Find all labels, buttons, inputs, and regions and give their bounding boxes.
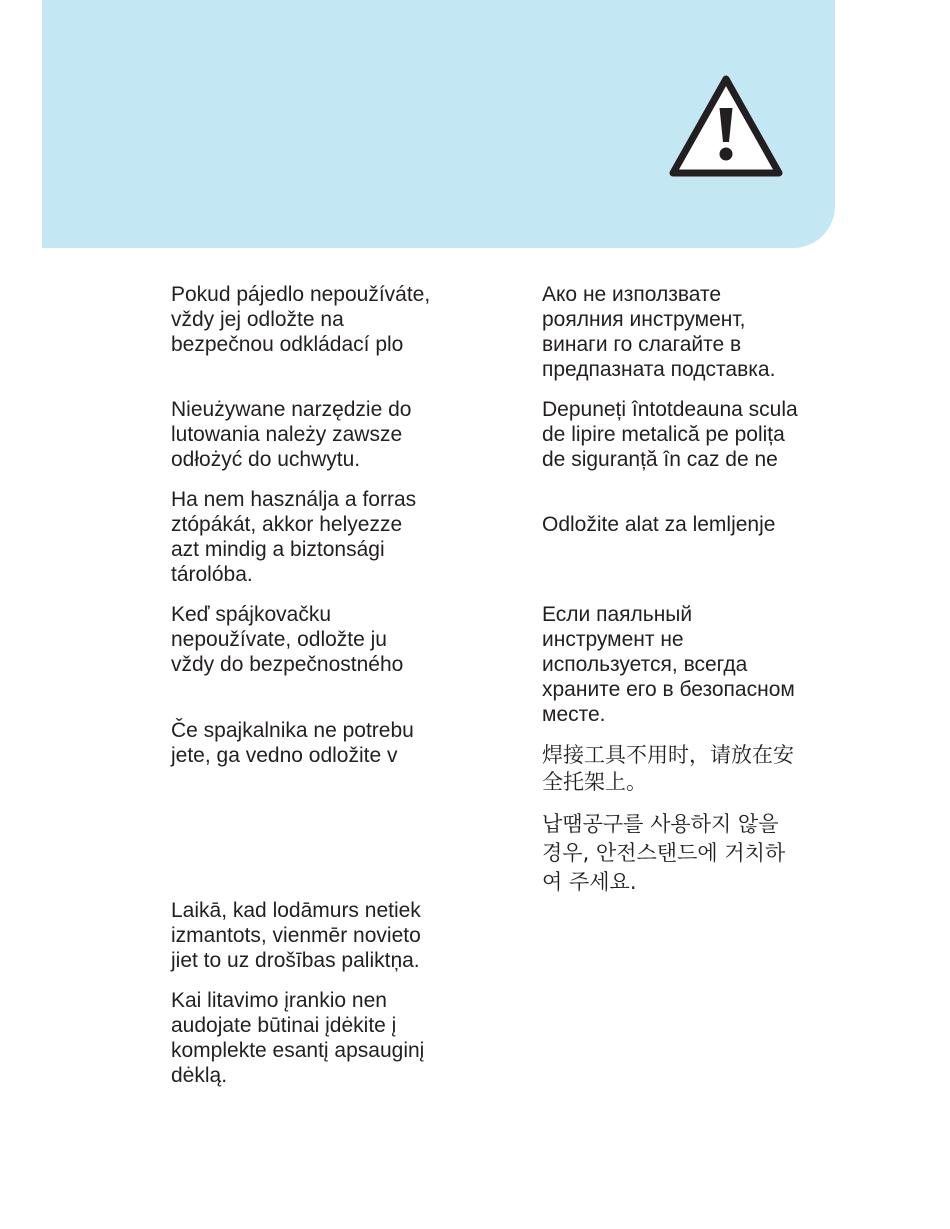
warning-triangle-icon xyxy=(668,74,784,178)
instruction-polish: Nieużywane narzędzie do lutowania należy zawsze odłożyć do uchwytu. xyxy=(171,398,412,471)
instruction-lithuanian: Kai litavimo įrankio nen audojate būtinai įdėkite į komplekte esantį apsauginį dėklą. xyxy=(171,989,425,1087)
instruction-czech: Pokud pájedlo nepoužíváte, vždy jej odložte na bezpečnou odkládací plo xyxy=(171,283,431,356)
instruction-chinese: 焊接工具不用时，请放在安 全托架上。 xyxy=(542,743,794,794)
instruction-latvian: Laikā, kad lodāmurs netiek izmantots, vienmēr novieto jiet to uz drošības paliktņa. xyxy=(171,899,421,972)
instruction-slovenian: Če spajkalnika ne potrebu jete, ga vedno odložite v xyxy=(171,719,414,767)
instruction-russian: Если паяльный инструмент не используется, всегда храните его в безопасном месте. xyxy=(542,603,795,726)
header-banner xyxy=(42,0,835,248)
instruction-korean: 납땜공구를 사용하지 않을 경우, 안전스탠드에 거치하 여 주세요. xyxy=(542,812,786,894)
instruction-hungarian: Ha nem használja a forras ztópákát, akkor helyezze azt mindig a biztonsági tárolóba. xyxy=(171,488,417,586)
instruction-slovak: Keď spájkovačku nepoužívate, odložte ju vždy do bezpečnostného xyxy=(171,603,404,676)
instruction-croatian: Odložite alat za lemljenje xyxy=(542,513,776,536)
instruction-romanian: Depuneți întotdeauna scula de lipire metalică pe polița de siguranță în caz de ne xyxy=(542,398,798,471)
instruction-bulgarian: Ако не използвате poялния инструмент, винаги го слагайте в предпазната подставка. xyxy=(542,283,776,381)
